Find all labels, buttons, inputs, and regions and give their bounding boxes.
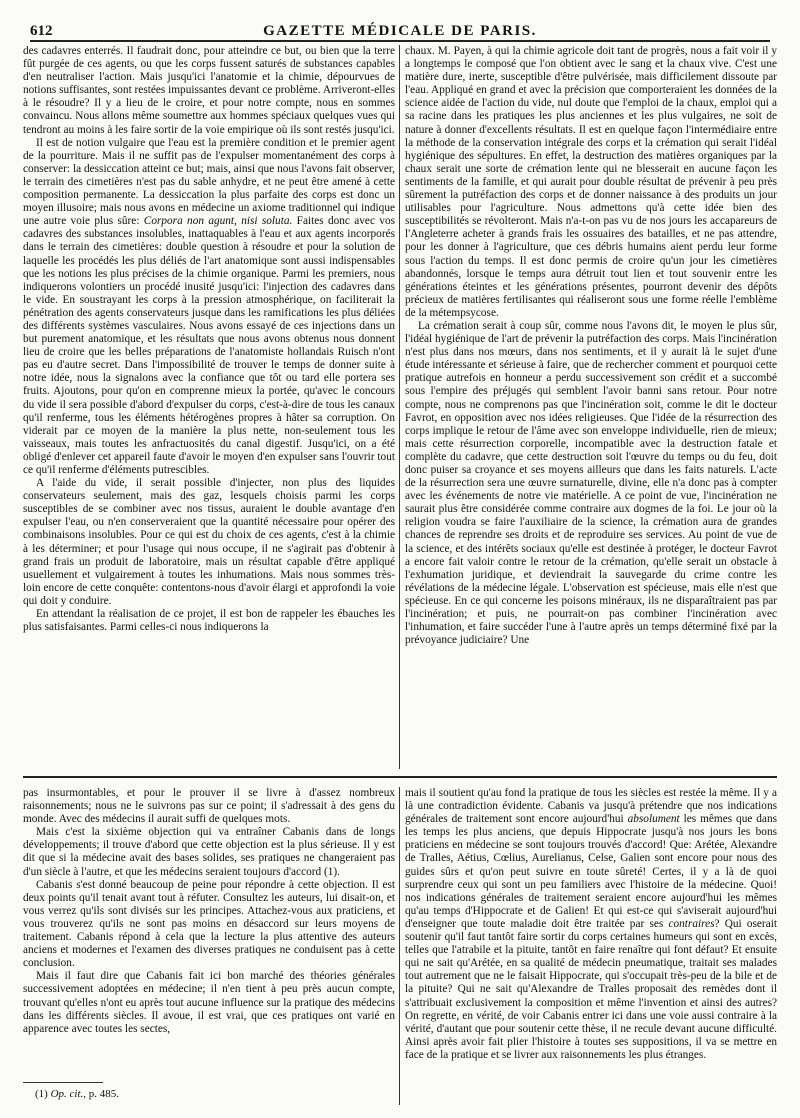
paragraph [23,137,395,477]
paragraph: La crémation serait à coup sûr, comme nous l'avons dit, le moyen le plus sûr, l'idéal hygiénique de l'art de prévenir la putréfaction des corps. Mais l'incinération n'est plus dans nos mœurs, dans nos sentiments, et il y aurait là le sujet d'une étude intéressante et sérieuse à faire, que de rechercher comment et pourquoi cette pratique autrefois en honneur a perdu successivement son crédit et a succombé sous l'empire des préjugés qui semblent l'avoir banni sans retour. Pour notre compte, nous ne comprenons pas que l'incinération soit, comme le dit le docteur Favrot, en opposition avec nos idées religieuses. Que l'idée de la résurrection des corps implique le retour de l'âme avec son enveloppe individuelle, rien de mieux; mais cette résurrection corporelle, incompatible avec la destruction fatale et complète du cadavre, que cette destruction soit l'œuvre du temps ou du feu, doit donc puiser sa croyance et ses moyens ailleurs que dans les faits naturels. L'acte de la résurrection sera une œuvre surnaturelle, divine, elle n'a donc pas à compter avec les événements de notre vie matérielle. A ce point de vue, l'incinération ne saurait plus être considérée comme contraire aux dogmes de la foi. Le jour où la religion voudra se faire l'auxiliaire de la science, la crémation aura de grandes chances de reprendre ses droits et de reproduire ses services. Au point de vue de la science, et des intérêts sociaux qu'elle est destinée à protéger, le docteur Favrot a encore fait valoir contre le retour de la crémation, qu'elle serait un obstacle à l'exhumation juridique, et deviendrait la sauvegarde du crime contre les révélations de la médecine légale. L'observation est spécieuse, mais elle n'est que spécieuse. En ce qui concerne les poisons minéraux, ils ne disparaîtraient pas par l'incinération; et puis, ne pourrait-on pas combiner l'incinération avec l'inhumation, et faire succéder l'une à l'autre après un temps déterminé fixé par la prévoyance judiciaire? Une [405,319,777,647]
journal-title: GAZETTE MÉDICALE DE PARIS. [263,23,537,39]
paragraph: chaux. M. Payen, à qui la chimie agricole doit tant de progrès, nous a fait voir il y a longtemps le composé que l'on obtient avec le sang et la chaux vive. C'est une matière dure, inerte, susceptible d'être pulvérisée, mais difficilement dissoute par l'eau. Appliqué en grand et avec la précision que comporteraient les données de la science aidée de l'action du vide, nul doute que l'emploi de la chaux, emploi qui a sa racine dans les pratiques les plus anciennes et les plus vulgaires, ne soit de nature à donner d'excellents résultats. Il est en quelque façon l'intermédiaire entre la méthode de la conservation intégrale des corps et la crémation qui serait l'idéal hygiénique des sépultures. En effet, la destruction des matières organiques par la chaux serait une sorte de crémation lente qui ne blesserait en aucune façon les sentiments de la famille, et qui aurait pour double résultat de prévenir à peu près sûrement la putréfaction des corps et de donner naissance à des produits un jour utilisables pour l'agriculture. Nous admettons qu'à cette idée bien des susceptibilités se révolteront. Mais n'a-t-on pas vu de nos jours les accapareurs de l'Angleterre acheter à grands frais les ossuaires des batailles, et ne pas attendre, pour les donner à l'agriculture, que ces débris humains aient perdu leur forme sous l'action du temps. Il est donc permis de croire qu'un jour les cimetières abandonnés, lorsque le temps aura détruit tout lien et tout souvenir entre les générations éteintes et les générations présentes, pourront devenir des dépôts précieux de matières fertilisantes qui réaliseront sous une forme réelle l'emblème de la métempsycose. [405,45,777,319]
paragraph [23,826,395,878]
paragraph: En attendant la réalisation de ce projet, il est bon de rappeler les ébauches les plus satisfaisantes. Parmi celles-ci nous indiquerons la [23,608,395,634]
text-run: Il est de notion vulgaire que l'eau est la première condition et le premier agent de la pourriture. Mais il ne suffit pas de l'expulser momentanément des corps à conserver: la dessiccation atteint ce but; mais, ainsi que nous l'avons fait observer, le terrain des cimetières n'est pas du sable anhydre, et ne peut être amené à cette composition permanente. La dessiccation la plus parfaite des corps est donc un moyen illusoire; mais nous avons en médecine un axiome traditionnel qui indique une autre voie plus sûre: [23,136,395,228]
text-run: mais il soutient qu'au fond la pratique de tous les siècles est restée la même. Il y a là une contradiction évidente. Cabanis va jusqu'à prétendre que nos indications générales de traitement sont encore aujourd'hui [405,787,777,826]
footnote-rule [23,1082,103,1083]
column-divider [399,787,400,1105]
emphasis: contraires [668,917,715,930]
column-top-left [23,45,395,769]
page-number: 612 [30,23,53,39]
section-separator [23,776,777,778]
text-run: les mêmes que dans les temps les plus anciens, que depuis Hippocrate jusqu'à nos jours les bons praticiens en médecine se sont toujours trouvés d'accord! Que: Arétée, Alexandre de Tralles, Aétius, Cœlius, Aurelianus, Celse, Galien sont encore pour nous des guides sûrs et qu'on peut suivre en toute sûreté! Certes, il y a là de quoi surprendre ceux qui sont un peu familiers avec l'histoire de la médecine. Quoi! nos indications générales de traitement seraient encore aujourd'hui les mêmes qu'au temps d'Hippocrate et de Galien! Et qui est-ce qui s'aviserait aujourd'hui d'enseigner que toute maladie doit être traitée par ses [405,813,777,930]
text-run: Mais c'est la sixième objection qui va entraîner Cabanis dans de longs développements; il trouve d'abord que cette objection est la plus sérieuse. Il y est dit que si la médecine avait des bases solides, ses pratiques ne changeraient pas d'un siècle à l'autre, et que les médecins seraient toujours d'accord [23,826,395,878]
page-header [30,18,770,42]
footnote-ref-title: Op. cit. [50,1088,84,1100]
column-bottom-left [23,787,395,1049]
footnote-marker: (1) [35,1088,51,1100]
paragraph: pas insurmontables, et pour le prouver il se livre à d'assez nombreux raisonnements; nous ne le suivrons pas sur ce point; il s'adressait à des gens du monde. Avec des médecins il aurait suffi de quelques mots. [23,787,395,826]
column-bottom-right [405,787,777,1105]
paragraph [405,787,777,1062]
text-run: Faites donc avec vos cadavres des substances insolubles, inattaquables à l'eau et aux agents incorporés dans le terrain des cimetières: double question à résoudre et pour la solution de laquelle les procédés les plus déliés de l'art anatomique sont aussi indispensables que les notions les plus précises de la chimie organique. Parmi les premiers, nous indiquerons volontiers un procédé inusité jusqu'ici: l'injection des cadavres dans le vide. En soustrayant les corps à la pression atmosphérique, on faciliterait la pénétration des agents conservateurs jusque dans les ramifications les plus déliées des différents systèmes vasculaires. Nous avons essayé de ces injections dans un but purement anatomique, et les résultats que nous avons obtenus nous donnent lieu de croire que les belles préparations de l'anatomiste hollandais Ruisch n'ont pas eu d'autre secret. Dans l'impossibilité de trouver le temps de donner suite à notre idée, nous la signalons avec la confiance que tôt ou tard elle portera ses fruits. Ajoutons, pour qu'on en comprenne mieux la portée, qu'avec le concours du vide il sera possible d'abord d'expulser du corps, c'est-à-dire de tous les canaux qu'il renferme, tous les éléments hétérogènes propres à hâter sa corruption. On viderait par ce moyen de la manière la plus nette, non-seulement tous les vaisseaux, mais toutes les anfractuosités du canal digestif. Jusqu'ici, on a été obligé d'enlever cet appareil faute d'avoir le moyen d'en expulser sans l'ouvrir tout ce qu'il renferme d'éléments putrescibles. [23,215,395,476]
footnote [35,1088,119,1100]
footnote-ref: (1). [323,865,340,878]
paragraph: des cadavres enterrés. Il faudrait donc, pour atteindre ce but, ou bien que la terre fût purgée de ces agents, ou que les corps fussent saturés de substances capables d'en neutraliser l'action. Mais jusqu'ici l'anatomie et la chimie, dépourvues de notions suffisantes, sont restées impuissantes devant ce problème. Arriveront-elles à le résoudre? Il y a lieu de le croire, et pour notre compte, nous en sommes convaincu. Nous allons même soumettre aux hommes spéciaux quelques vues qui tendront au moins à les faire sortir de la voie empirique où ils sont restés jusqu'ici. [23,45,395,136]
text-run: ? Qui oserait soutenir qu'il faut tantôt faire sortir du corps certaines humeurs qui sont en excès, telles que l'atrabile et la pituite, tantôt en faire renaître qui font défaut? Et ensuite qui ne sait qu'Arétée, en sa qualité de médecin pneumatique, traitait ses malades tout autrement que ne le faisait Hippocrate, qui s'occupait très-peu de la bile et de la pituite? Qui ne sait qu'Alexandre de Tralles proposait des remèdes dont il s'attribuait exclusivement la composition et même l'invention et ainsi des autres? On regrette, en vérité, de voir Cabanis entrer ici dans une voie aussi contraire à la vérité, d'autant que pour soutenir cette thèse, il ne recule devant aucune difficulté. Ainsi après avoir fait plier l'histoire à toutes ses suppositions, il va se mettre en face de la pratique et se livrer aux raisonnements les plus étranges. [405,917,777,1061]
paragraph: Mais il faut dire que Cabanis fait ici bon marché des théories générales successivement adoptées en médecine; il n'en tient à peu près aucun compte, trouvant qu'elles n'ont eu après tout aucune influence sur la pratique des médecins dans les différents siècles. Il avoue, il est vrai, que ces pratiques ont varié en apparence avec toutes les sectes, [23,970,395,1035]
latin-axiom: Corpora non agunt, nisi soluta. [143,215,293,228]
column-top-right [405,45,777,769]
emphasis: absolument [627,813,680,826]
paragraph: A l'aide du vide, il serait possible d'injecter, non plus des liquides conservateurs seulement, mais des gaz, lesquels choisis parmi les corps susceptibles de se combiner avec nos tissus, auraient le double avantage d'en expulser l'eau, ou n'en conserveraient que la quantité nécessaire pour opérer des combinaisons insolubles. Pour ce qui est du choix de ces agents, c'est à la chimie à les déterminer; et pour l'usage qui nous occupe, il ne s'agirait pas d'obtenir à grand frais un produit de laboratoire, mais un résultat capable d'être appliqué usuellement et vulgairement à toutes les inhumations. Mais nous sommes très-loin encore de cette conquête: contentons-nous d'avoir élargi et approfondi la voie qui doit y conduire. [23,477,395,607]
footnote-page: , p. 485. [83,1088,120,1100]
paragraph: Cabanis s'est donné beaucoup de peine pour répondre à cette objection. Il est deux points qu'il tenait avant tout à réfuter. Consultez les auteurs, lui disait-on, et vous verrez qu'ils sont divisés sur les principes. Attachez-vous aux praticiens, et vous trouverez qu'ils ne sont pas moins en désaccord sur leurs moyens de traitement. Cabanis répond à cela que la lecture la plus attentive des auteurs anciens et modernes et l'examen des diverses pratiques ne conduisent pas à cette conclusion. [23,878,395,970]
column-divider [399,45,400,769]
